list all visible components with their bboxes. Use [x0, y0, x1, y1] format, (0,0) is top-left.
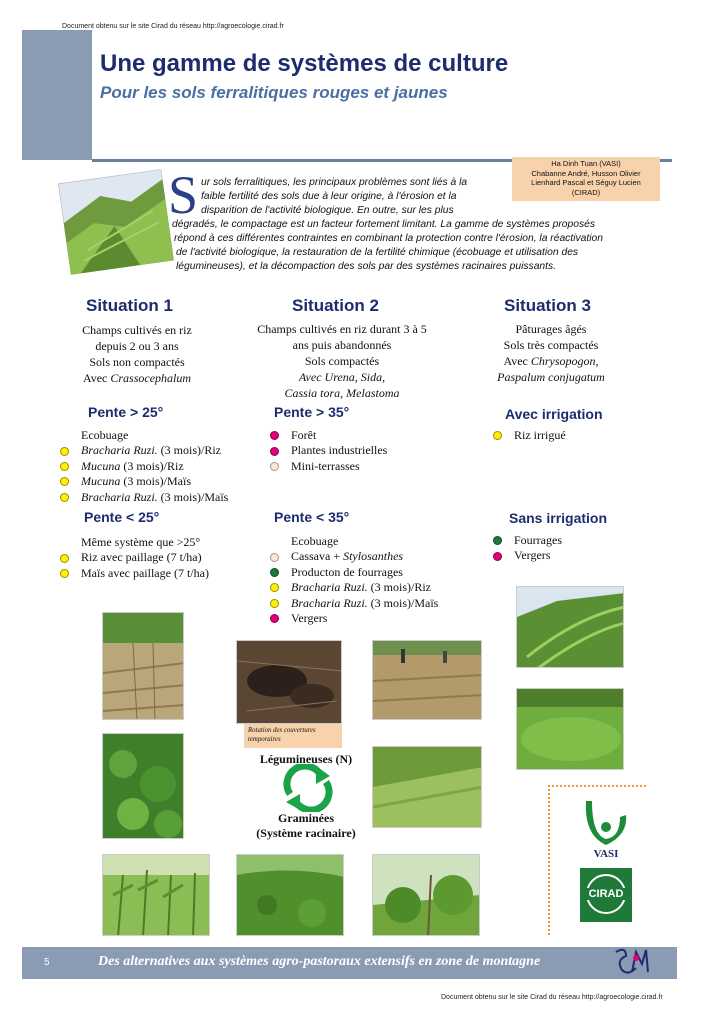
system-list-item	[60, 535, 209, 550]
system-list-item	[60, 550, 209, 565]
item-text: Riz avec paillage (7 t/ha)	[81, 550, 202, 565]
logo-frame-left	[548, 785, 550, 935]
system-list-item	[493, 548, 562, 563]
yellow-dot-icon	[60, 447, 69, 456]
item-text: Fourrages	[514, 533, 562, 547]
system-list-item	[270, 580, 438, 595]
system-list-item	[270, 565, 438, 580]
s3-irrigation-heading: Avec irrigation	[505, 406, 603, 422]
field-photo-trees	[372, 854, 480, 936]
species-name: Chrysopogon	[530, 354, 596, 368]
situation-line: ans puis abandonnés	[292, 338, 392, 352]
situation-line: Sols non compactés	[89, 355, 185, 369]
s2-low-slope-heading: Pente < 35°	[274, 509, 350, 525]
situation-1-description	[52, 322, 222, 386]
intro-line: répond à ces différentes contraintes en combinant la protection contre l'érosion, la réactivation	[174, 233, 603, 244]
logo-frame-top	[548, 785, 646, 787]
field-photo-terraces	[516, 586, 624, 668]
situation-line: Sols très compactés	[503, 338, 599, 352]
situation-line: Champs cultivés en riz	[82, 323, 192, 337]
system-list-item	[270, 459, 387, 474]
field-photo-pasture	[516, 688, 624, 770]
situation-line: depuis 2 ou 3 ans	[95, 339, 179, 353]
item-text: Bracharia Ruzi. (3 mois)/Riz	[81, 443, 221, 458]
system-list-item	[270, 534, 438, 549]
green-dot-icon	[270, 568, 279, 577]
item-text: Plantes industrielles	[291, 443, 388, 458]
item-text: Bracharia Ruzi. (3 mois)/Riz	[291, 580, 431, 595]
intro-line: légumineuses), et la décompaction des sols par des systèmes racinaires puissants.	[176, 261, 557, 272]
situation-3-title: Situation 3	[504, 296, 591, 315]
system-list-item	[60, 428, 228, 443]
item-text: Même système que >25°	[81, 535, 201, 549]
situation-line: Avec Urena, Sida,	[298, 370, 386, 384]
pink-dot-icon	[270, 614, 279, 623]
system-list-item	[493, 533, 562, 548]
intro-line: dégradés, le compactage est un facteur fortement limitant. La gamme de systèmes proposés	[172, 219, 595, 230]
author-line: Ha Dinh Tuan (VASI)	[551, 159, 621, 168]
item-text: Maïs avec paillage (7 t/ha)	[81, 565, 209, 580]
intro-line: disparition de l'activité biologique. En outre, sur les plus	[201, 205, 454, 216]
intro-hillside-photo	[58, 169, 174, 275]
pink-dot-icon	[493, 552, 502, 561]
s3-no-irrigation-list	[493, 533, 562, 564]
system-list-item	[493, 428, 566, 443]
s1-low-slope-heading: Pente < 25°	[84, 509, 160, 525]
sm-logo	[612, 944, 652, 980]
green-dot-icon	[493, 536, 502, 545]
avec-label: Avec	[503, 354, 531, 368]
system-list-item	[270, 549, 438, 564]
s3-irrigation-list	[493, 428, 566, 443]
rotation-caption: Rotation des couvertures temporaires	[244, 724, 342, 748]
situation-line: Cassia tora, Melastoma	[284, 386, 400, 400]
item-text: Mucuna (3 mois)/Riz	[81, 458, 184, 473]
field-photo-maize	[102, 854, 210, 936]
header-sidebar-band	[22, 30, 92, 160]
spacer	[60, 538, 69, 547]
author-line: Lienhard Pascal et Séguy Lucien	[531, 178, 641, 187]
beige-dot-icon	[270, 462, 279, 471]
situation-line: Pâturages âgés	[515, 322, 587, 336]
footer-text: Des alternatives aux systèmes agro-pastoraux extensifs en zone de montagne	[98, 954, 541, 969]
vasi-logo-text: VASI	[593, 848, 619, 860]
item-text: Forêt	[291, 428, 317, 442]
yellow-dot-icon	[60, 554, 69, 563]
s2-low-slope-list	[270, 534, 438, 626]
spacer	[60, 431, 69, 440]
situation-1-title: Situation 1	[86, 296, 173, 315]
system-list-item	[270, 596, 438, 611]
situation-line: Paspalum conjugatum	[497, 370, 605, 384]
situation-line: Champs cultivés en riz durant 3 à 5	[257, 322, 427, 336]
system-list-item	[270, 611, 438, 626]
spacer	[270, 537, 279, 546]
field-photo-slope-grass	[372, 746, 482, 828]
s1-low-slope-list	[60, 535, 209, 581]
yellow-dot-icon	[60, 477, 69, 486]
author-line: (CIRAD)	[571, 187, 601, 197]
item-text: Mucuna (3 mois)/Maïs	[81, 474, 191, 489]
yellow-dot-icon	[60, 569, 69, 578]
system-list-item	[270, 443, 387, 458]
page-number: 5	[44, 957, 50, 968]
field-photo-grass	[236, 854, 344, 936]
item-text: Cassava + Stylosanthes	[291, 549, 404, 564]
intro-dropcap: S	[168, 165, 199, 225]
pink-dot-icon	[270, 431, 279, 440]
page-subtitle: Pour les sols ferralitiques rouges et jaunes	[100, 83, 448, 102]
system-list-item	[60, 474, 228, 489]
intro-line: faible fertilité des sols due à leur origine, à l'érosion et la	[201, 191, 457, 202]
situation-2-title: Situation 2	[292, 296, 379, 315]
item-text: Producton de fourrages	[291, 564, 403, 579]
source-note-top: Document obtenu sur le site Cirad du réseau http://agroecologie.cirad.fr	[62, 23, 284, 30]
vasi-logo	[580, 795, 632, 863]
yellow-dot-icon	[60, 462, 69, 471]
item-text: Bracharia Ruzi. (3 mois)/Maïs	[291, 595, 439, 610]
s3-no-irrigation-heading: Sans irrigation	[509, 510, 608, 526]
intro-line: ur sols ferralitiques, les principaux problèmes sont liés à la	[201, 177, 468, 188]
source-note-bottom: Document obtenu sur le site Cirad du réseau http://agroecologie.cirad.fr	[441, 994, 663, 1001]
item-text: Bracharia Ruzi. (3 mois)/Maïs	[81, 489, 229, 504]
cirad-logo	[580, 868, 632, 922]
yellow-dot-icon	[60, 493, 69, 502]
legumineuses-label: Légumineuses (N)	[259, 752, 353, 766]
field-photo-mulch	[102, 612, 184, 720]
field-photo-burnt-soil	[236, 640, 342, 724]
species-name: Crassocephalum	[110, 371, 192, 385]
situation-line	[476, 353, 626, 369]
beige-dot-icon	[270, 553, 279, 562]
s1-high-slope-list	[60, 428, 228, 505]
system-list-item	[60, 490, 228, 505]
item-text: Ecobuage	[81, 428, 129, 442]
punctuation: ,	[595, 354, 599, 368]
page-title: Une gamme de systèmes de culture	[100, 50, 509, 77]
field-photo-workers	[372, 640, 482, 720]
graminees-label: Graminées	[278, 811, 334, 825]
intro-line: de l'activité biologique, la restauration de la fertilité chimique (écobuage et utilisation des	[176, 247, 579, 258]
authors-box	[512, 157, 660, 201]
yellow-dot-icon	[270, 599, 279, 608]
item-text: Ecobuage	[291, 534, 339, 548]
item-text: Vergers	[291, 611, 328, 626]
system-list-item	[60, 566, 209, 581]
avec-label: Avec	[82, 371, 111, 385]
situation-line	[52, 370, 222, 386]
item-text: Mini-terrasses	[291, 458, 360, 473]
s2-high-slope-heading: Pente > 35°	[274, 404, 350, 420]
systeme-racinaire-label: (Système racinaire)	[256, 826, 356, 840]
cirad-logo-text: CIRAD	[580, 888, 632, 900]
system-list-item	[60, 443, 228, 458]
situation-3-description	[476, 321, 626, 385]
yellow-dot-icon	[493, 431, 502, 440]
situation-2-description	[240, 321, 444, 401]
field-photo-cover-crop	[102, 733, 184, 839]
pink-dot-icon	[270, 447, 279, 456]
s1-high-slope-heading: Pente > 25°	[88, 404, 164, 420]
item-text: Vergers	[514, 548, 551, 563]
rotation-cycle-icon	[276, 764, 340, 812]
situation-line: Sols compactés	[304, 354, 380, 368]
system-list-item	[60, 459, 228, 474]
author-line: Chabanne André, Husson Olivier	[531, 168, 641, 178]
yellow-dot-icon	[270, 583, 279, 592]
s2-high-slope-list	[270, 428, 387, 474]
system-list-item	[270, 428, 387, 443]
item-text: Riz irrigué	[514, 428, 566, 442]
